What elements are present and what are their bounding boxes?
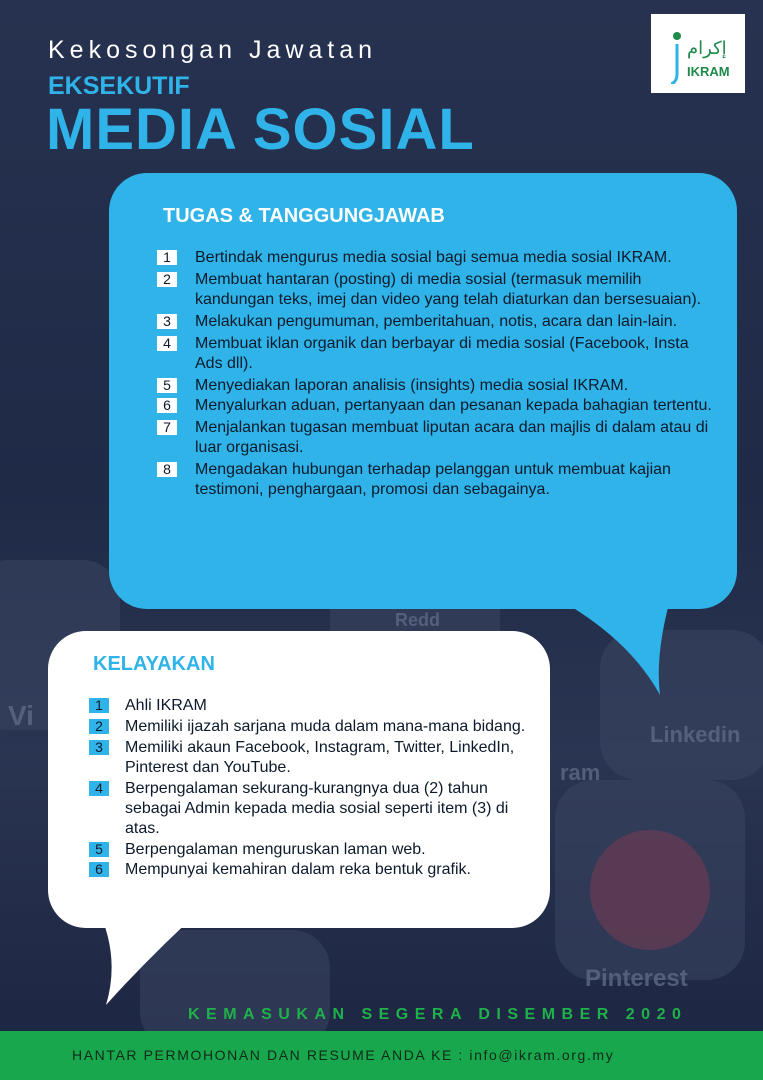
duty-text: Menyediakan laporan analisis (insights) media sosial IKRAM. xyxy=(195,377,629,394)
duties-list xyxy=(157,248,717,500)
duty-item xyxy=(157,312,717,332)
qualification-text: Berpengalaman sekurang-kurangnya dua (2) tahun sebagai Admin kepada media sosial seperti item (3) di atas. xyxy=(125,780,509,837)
qualification-text: Berpengalaman menguruskan laman web. xyxy=(125,841,426,858)
qualification-item xyxy=(89,840,529,860)
vacancy-label: Kekosongan Jawatan xyxy=(48,36,378,64)
duty-text: Membuat hantaran (posting) di media sosial (termasuk memilih kandungan teks, imej dan video yang telah diaturkan dan bersesuaian). xyxy=(195,271,702,308)
qualification-number: 3 xyxy=(89,740,109,755)
duty-text: Membuat iklan organik dan berbayar di media sosial (Facebook, Insta Ads dll). xyxy=(195,335,689,372)
bg-word: ram xyxy=(560,760,601,785)
duty-text: Menyalurkan aduan, pertanyaan dan pesanan kepada bahagian tertentu. xyxy=(195,397,712,414)
footer-bar xyxy=(0,1031,763,1080)
qualification-text: Ahli IKRAM xyxy=(125,697,207,714)
duties-heading: TUGAS & TANGGUNGJAWAB xyxy=(163,205,445,227)
duty-number: 4 xyxy=(157,336,177,351)
duty-text: Menjalankan tugasan membuat liputan acara dan majlis di dalam atau di luar organisasi. xyxy=(195,419,709,456)
duty-item xyxy=(157,396,717,416)
duty-number: 2 xyxy=(157,272,177,287)
duties-bubble-tail xyxy=(560,600,670,695)
qualification-number: 6 xyxy=(89,862,109,877)
ikram-logo xyxy=(651,14,745,93)
position-level: EKSEKUTIF xyxy=(48,72,190,100)
duty-number: 5 xyxy=(157,378,177,393)
duty-text: Bertindak mengurus media sosial bagi semua media sosial IKRAM. xyxy=(195,249,672,266)
position-title: MEDIA SOSIAL xyxy=(46,97,475,162)
qualification-item xyxy=(89,738,529,778)
duty-item xyxy=(157,418,717,458)
qualification-item xyxy=(89,779,529,839)
duty-item xyxy=(157,270,717,310)
duty-item xyxy=(157,334,717,374)
bg-word: Linkedin xyxy=(650,722,741,747)
qualification-text: Mempunyai kemahiran dalam reka bentuk grafik. xyxy=(125,861,471,878)
duty-number: 8 xyxy=(157,462,177,477)
qualification-number: 1 xyxy=(89,698,109,713)
bg-word: Redd xyxy=(395,610,440,630)
qualifications-list xyxy=(89,696,529,880)
qualification-item xyxy=(89,860,529,880)
bg-word: Vi xyxy=(8,700,34,731)
qualification-number: 5 xyxy=(89,842,109,857)
duty-number: 3 xyxy=(157,314,177,329)
duty-number: 1 xyxy=(157,250,177,265)
intake-date: KEMASUKAN SEGERA DISEMBER 2020 xyxy=(188,1006,688,1023)
qualifications-bubble-tail xyxy=(96,905,206,1005)
bg-word: Pinterest xyxy=(585,965,688,992)
qualification-number: 4 xyxy=(89,781,109,796)
duty-item xyxy=(157,376,717,396)
duty-number: 6 xyxy=(157,398,177,413)
duty-text: Melakukan pengumuman, pemberitahuan, notis, acara dan lain-lain. xyxy=(195,313,678,330)
qualification-number: 2 xyxy=(89,719,109,734)
qualification-text: Memiliki akaun Facebook, Instagram, Twitter, LinkedIn, Pinterest dan YouTube. xyxy=(125,739,515,776)
logo-arabic-text: إكرام xyxy=(687,38,727,59)
qualification-item xyxy=(89,717,529,737)
duty-item xyxy=(157,248,717,268)
qualification-text: Memiliki ijazah sarjana muda dalam mana-mana bidang. xyxy=(125,718,526,735)
duty-number: 7 xyxy=(157,420,177,435)
duty-item xyxy=(157,460,717,500)
qualifications-heading: KELAYAKAN xyxy=(93,653,215,675)
logo-word: IKRAM xyxy=(687,64,730,79)
ikram-logo-mark-icon xyxy=(671,30,681,84)
duty-text: Mengadakan hubungan terhadap pelanggan untuk membuat kajian testimoni, penghargaan, promosi dan sebagainya. xyxy=(195,461,671,498)
qualification-item xyxy=(89,696,529,716)
bg-pinterest-circle xyxy=(590,830,710,950)
application-contact: HANTAR PERMOHONAN DAN RESUME ANDA KE : info@ikram.org.my xyxy=(72,1047,615,1063)
